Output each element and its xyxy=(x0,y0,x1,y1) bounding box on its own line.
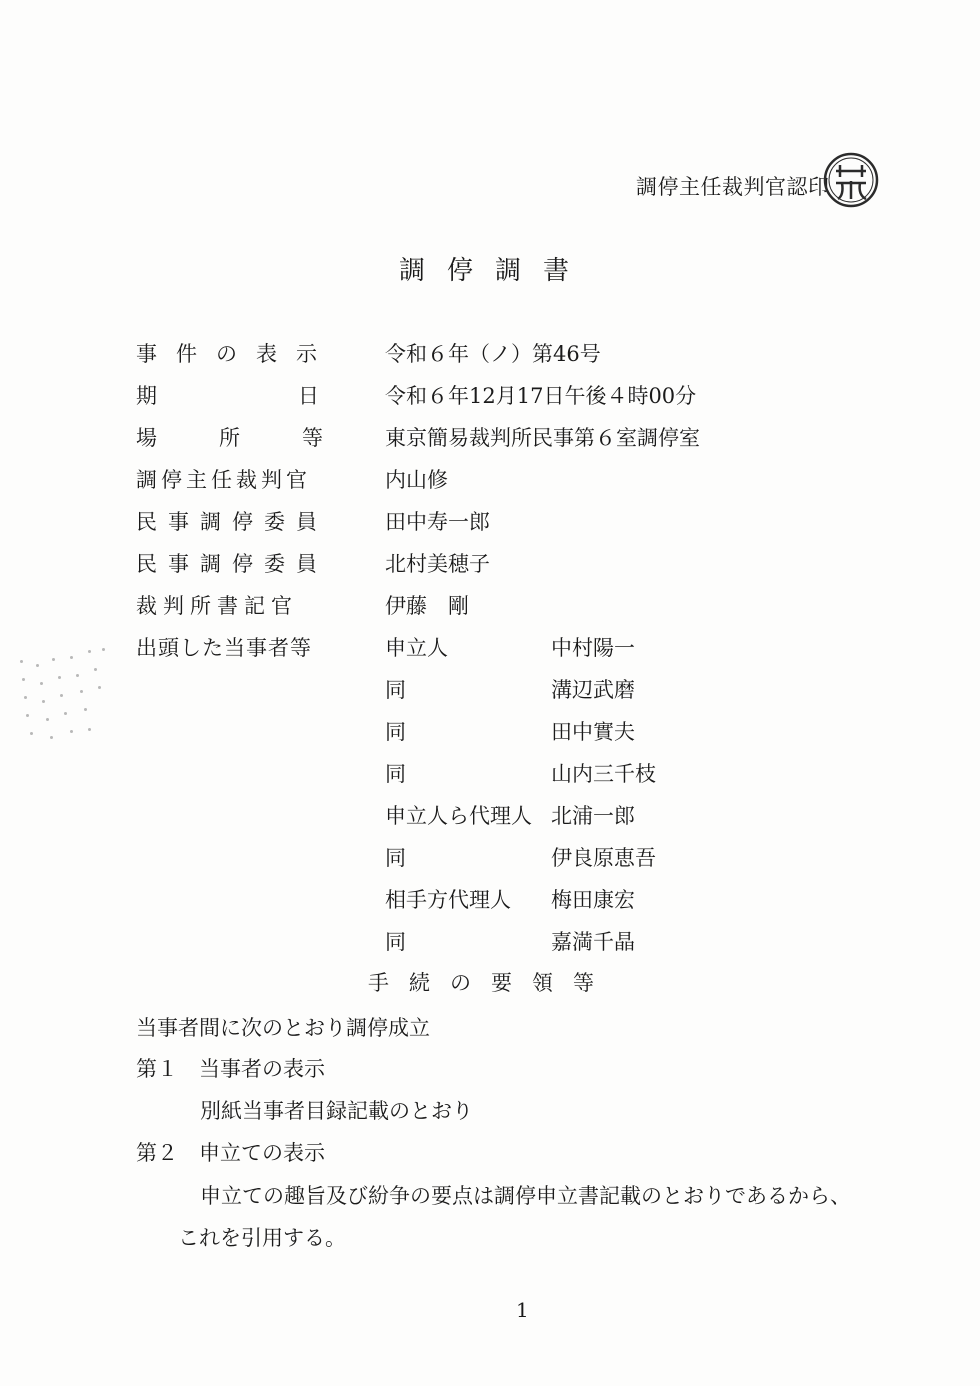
procedure-heading: 手続の要領等 xyxy=(368,971,614,995)
field-label-text: 民事調停委員 xyxy=(136,510,328,534)
field-label-presiding-judge xyxy=(136,464,323,494)
party-name: 中村陽一 xyxy=(551,636,635,660)
field-value-mediator-1: 田中寿一郎 xyxy=(385,510,490,534)
field-value-clerk: 伊藤 剛 xyxy=(385,594,469,618)
party-role: 同 xyxy=(385,762,406,786)
field-label-text: 調停主任裁判官 xyxy=(136,468,311,492)
field-label-mediator-2 xyxy=(136,548,328,578)
party-name: 嘉満千晶 xyxy=(551,930,635,954)
party-role: 同 xyxy=(385,846,406,870)
party-role: 同 xyxy=(385,720,406,744)
party-name: 伊良原恵吾 xyxy=(551,846,656,870)
party-name: 梅田康宏 xyxy=(551,888,635,912)
procedure-intro: 当事者間に次のとおり調停成立 xyxy=(136,1016,430,1040)
item2-body-line1: 申立ての趣旨及び紛争の要点は調停申立書記載のとおりであるから、 xyxy=(200,1184,851,1208)
item2-body-line2: これを引用する。 xyxy=(178,1226,346,1250)
party-role: 相手方代理人 xyxy=(385,888,511,912)
page-number: 1 xyxy=(516,1298,529,1322)
field-value-date: 令和６年12月17日午後４時00分 xyxy=(385,384,697,408)
party-name: 溝辺武磨 xyxy=(551,678,635,702)
item2-heading: 第２ 申立ての表示 xyxy=(136,1141,325,1165)
field-label-text: 出頭した当事者等 xyxy=(136,636,312,660)
document-title: 調停調書 xyxy=(399,256,592,286)
field-label-clerk xyxy=(136,590,323,620)
field-label-mediator-1 xyxy=(136,506,328,536)
party-role: 同 xyxy=(385,930,406,954)
field-value-mediator-2: 北村美穂子 xyxy=(385,552,490,576)
field-value-presiding-judge: 内山修 xyxy=(385,468,448,492)
field-label-text: 場所等 xyxy=(136,426,385,450)
judge-approval-stamp-label: 調停主任裁判官認印 xyxy=(636,175,830,199)
party-name: 山内三千枝 xyxy=(551,762,656,786)
party-name: 北浦一郎 xyxy=(551,804,635,828)
field-label-text: 裁判所書記官 xyxy=(136,594,298,618)
field-label-case xyxy=(136,338,336,368)
field-value-case: 令和６年（ノ）第46号 xyxy=(385,342,601,366)
field-label-location xyxy=(136,422,385,452)
party-role: 申立人 xyxy=(385,636,448,660)
field-label-text: 民事調停委員 xyxy=(136,552,328,576)
party-role: 同 xyxy=(385,678,406,702)
item1-body: 別紙当事者目録記載のとおり xyxy=(200,1099,473,1123)
item1-heading: 第１ 当事者の表示 xyxy=(136,1057,325,1081)
field-value-location: 東京簡易裁判所民事第６室調停室 xyxy=(385,426,700,450)
field-label-date xyxy=(136,380,460,410)
party-role: 申立人ら代理人 xyxy=(385,804,532,828)
field-label-text: 期日 xyxy=(136,384,460,408)
field-label-parties xyxy=(136,632,323,662)
party-name: 田中實夫 xyxy=(551,720,635,744)
judge-seal-stamp xyxy=(822,151,880,209)
field-label-text: 事件の表示 xyxy=(136,342,336,366)
